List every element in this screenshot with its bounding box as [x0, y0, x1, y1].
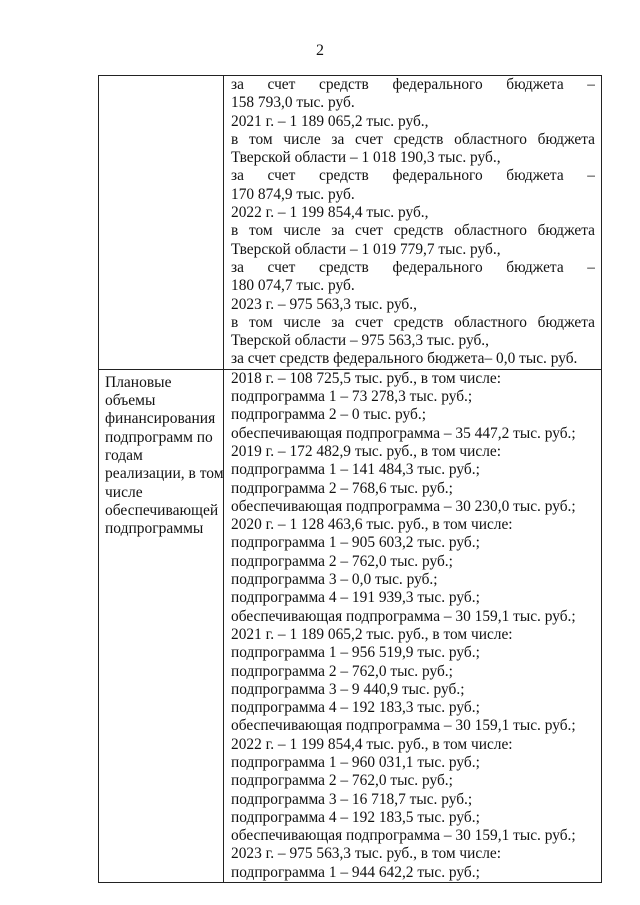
text-line: 158 793,0 тыс. руб.: [231, 94, 355, 112]
label-cell-planned-volumes: [99, 369, 224, 882]
text-line: подпрограмма 3 – 16 718,7 тыс. руб.;: [231, 790, 473, 808]
value-cell-funding-sources: [224, 76, 602, 370]
text-line: 2023 г. – 975 563,3 тыс. руб.,: [231, 295, 417, 313]
text-line: за счет средств федерального бюджета –: [231, 258, 595, 276]
text-line: за счет средств федерального бюджета– 0,0 тыс. руб.: [231, 350, 578, 368]
text-line: Тверской области – 1 018 190,3 тыс. руб.,: [231, 149, 501, 167]
text-line: обеспечивающая подпрограмма – 30 230,0 тыс. руб.;: [231, 497, 576, 515]
text-line: подпрограмма 1 – 141 484,3 тыс. руб.;: [231, 461, 480, 479]
text-line: Тверской области – 975 563,3 тыс. руб.,: [231, 332, 489, 350]
table-row-funding-sources: [99, 76, 602, 370]
label-line: объемы: [105, 392, 156, 410]
text-line: обеспечивающая подпрограмма – 30 159,1 тыс. руб.;: [231, 827, 576, 845]
text-line: обеспечивающая подпрограмма – 35 447,2 тыс. руб.;: [231, 424, 576, 442]
text-line: подпрограмма 1 – 960 031,1 тыс. руб.;: [231, 753, 480, 771]
text-line: в том числе за счет средств областного бюджета: [231, 130, 595, 148]
planned-volumes-lines: [224, 370, 601, 882]
text-line: за счет средств федерального бюджета –: [231, 76, 595, 93]
row-label: [99, 370, 223, 539]
text-line: 2021 г. – 1 189 065,2 тыс. руб.,: [231, 112, 429, 130]
label-line: реализации, в том: [105, 465, 224, 483]
text-line: в том числе за счет средств областного бюджета: [231, 222, 595, 240]
page-number: 2: [316, 42, 324, 59]
text-line: подпрограмма 3 – 9 440,9 тыс. руб.;: [231, 680, 465, 698]
text-line: 180 074,7 тыс. руб.: [231, 277, 355, 295]
text-line: подпрограмма 1 – 944 642,2 тыс. руб.;: [231, 863, 480, 881]
text-line: подпрограмма 2 – 762,0 тыс. руб.;: [231, 662, 453, 680]
text-line: обеспечивающая подпрограмма – 30 159,1 тыс. руб.;: [231, 717, 576, 735]
text-line: подпрограмма 3 – 0,0 тыс. руб.;: [231, 571, 438, 589]
text-line: подпрограмма 1 – 73 278,3 тыс. руб.;: [231, 388, 473, 406]
text-line: 2021 г. – 1 189 065,2 тыс. руб., в том числе:: [231, 625, 513, 643]
text-line: подпрограмма 2 – 762,0 тыс. руб.;: [231, 772, 453, 790]
label-line: подпрограмм по: [105, 428, 213, 446]
text-line: 2019 г. – 172 482,9 тыс. руб., в том числе:: [231, 442, 502, 460]
label-line: обеспечивающей: [105, 501, 219, 519]
text-line: подпрограмма 4 – 192 183,5 тыс. руб.;: [231, 808, 480, 826]
text-line: 2022 г. – 1 199 854,4 тыс. руб.,: [231, 204, 429, 222]
text-line: подпрограмма 4 – 191 939,3 тыс. руб.;: [231, 589, 480, 607]
label-line: подпрограммы: [105, 520, 204, 538]
label-line: годам: [105, 446, 143, 464]
text-line: Тверской области – 1 019 779,7 тыс. руб.,: [231, 240, 501, 258]
text-line: подпрограмма 2 – 0 тыс. руб.;: [231, 406, 426, 424]
text-line: подпрограмма 2 – 768,6 тыс. руб.;: [231, 479, 453, 497]
label-line: числе: [105, 483, 143, 501]
text-line: в том числе за счет средств областного бюджета: [231, 313, 595, 331]
text-line: 2022 г. – 1 199 854,4 тыс. руб., в том числе:: [231, 735, 513, 753]
text-line: за счет средств федерального бюджета –: [231, 167, 595, 185]
text-line: обеспечивающая подпрограмма – 30 159,1 тыс. руб.;: [231, 607, 576, 625]
table-row-planned-volumes: [99, 369, 602, 882]
passport-table: [98, 75, 602, 883]
text-line: подпрограмма 1 – 956 519,9 тыс. руб.;: [231, 644, 480, 662]
text-line: 170 874,9 тыс. руб.: [231, 185, 355, 203]
funding-sources-lines: [224, 76, 601, 369]
text-line: подпрограмма 1 – 905 603,2 тыс. руб.;: [231, 534, 480, 552]
text-line: подпрограмма 2 – 762,0 тыс. руб.;: [231, 552, 453, 570]
text-line: подпрограмма 4 – 192 183,3 тыс. руб.;: [231, 699, 480, 717]
text-line: 2023 г. – 975 563,3 тыс. руб., в том числе:: [231, 845, 502, 863]
label-cell-empty: [99, 76, 224, 370]
value-cell-planned-volumes: [224, 369, 602, 882]
label-line: Плановые: [105, 373, 172, 391]
label-line: финансирования: [105, 410, 216, 428]
text-line: 2020 г. – 1 128 463,6 тыс. руб., в том числе:: [231, 516, 513, 534]
text-line: 2018 г. – 108 725,5 тыс. руб., в том числе:: [231, 369, 502, 387]
